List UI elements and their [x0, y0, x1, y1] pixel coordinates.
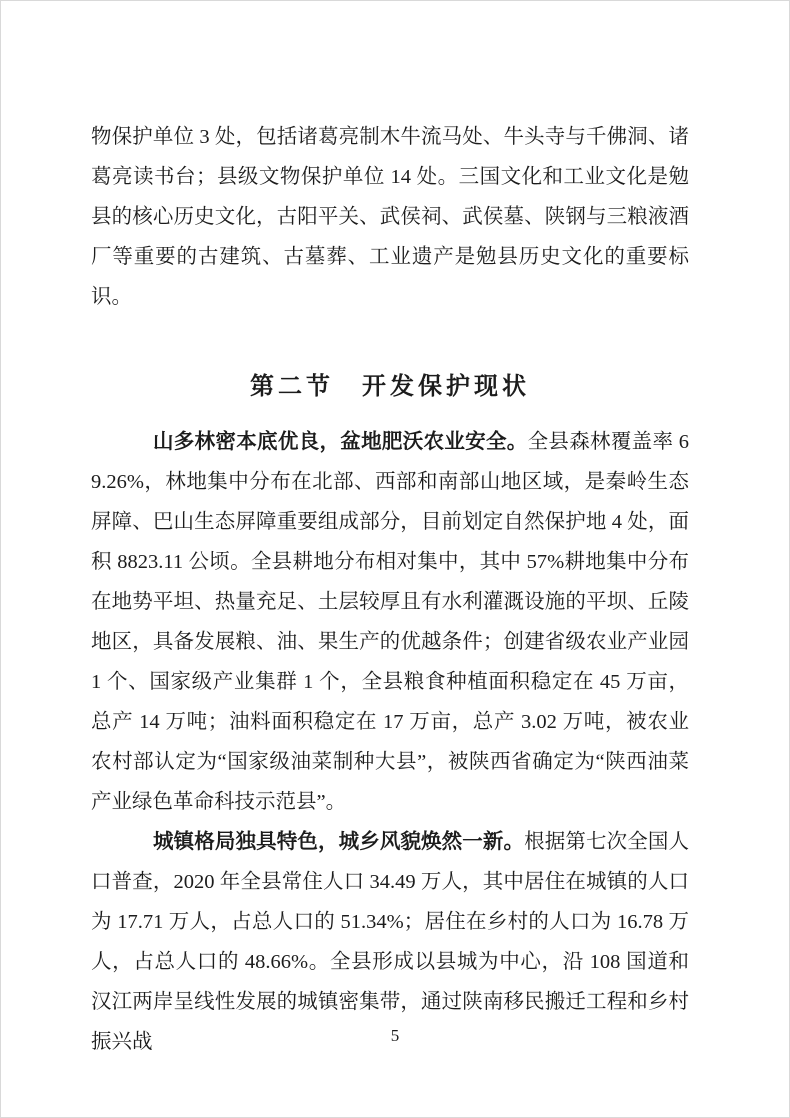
page-number: 5	[390, 1026, 400, 1045]
paragraph-bold-lead: 山多林密本底优良，盆地肥沃农业安全。	[153, 431, 528, 453]
page-content	[91, 117, 689, 1062]
paragraph-continuation	[91, 117, 689, 317]
paragraph-bold-lead: 城镇格局独具特色，城乡风貌焕然一新。	[153, 831, 525, 853]
section-heading: 第二节 开发保护现状	[250, 374, 530, 400]
paragraph-text: 根据第七次全国人口普查，2020 年全县常住人口 34.49 万人，其中居住在城镇的人口为 17.71 万人，占总人口的 51.34%；居住在乡村的人口为 16.78 万人，占总人口的 48.66%。全县形成以县城为中心，沿 108 国道和汉江两岸呈线性发展的城镇密集带，通过陕南移民搬迁工程和乡村振兴战	[91, 831, 690, 1053]
paragraph-text: 全县森林覆盖率 69.26%，林地集中分布在北部、西部和南部山地区域，是秦岭生态屏障、巴山生态屏障重要组成部分，目前划定自然保护地 4 处，面积 8823.11 公顷。全县耕地分布相对集中，其中 57%耕地集中分布在地势平坦、热量充足、土层较厚且有水利灌溉设施的平坝、丘陵地区，具备发展粮、油、果生产的优越条件；创建省级农业产业园 1 个、国家级产业集群 1 个，全县粮食种植面积稳定在 45 万亩，总产 14 万吨；油料面积稳定在 17 万亩，总产 3.02 万吨，被农业农村部认定为“国家级油菜制种大县”，被陕西省确定为“陕西油菜产业绿色革命科技示范县”。	[91, 431, 689, 813]
paragraph-urban-pattern	[91, 822, 689, 1062]
paragraph-text: 物保护单位 3 处，包括诸葛亮制木牛流马处、牛头寺与千佛洞、诸葛亮读书台；县级文物保护单位 14 处。三国文化和工业文化是勉县的核心历史文化，古阳平关、武侯祠、武侯墓、陕钢与三粮液酒厂等重要的古建筑、古墓葬、工业遗产是勉县历史文化的重要标识。	[91, 126, 689, 308]
paragraph-nature-agriculture	[91, 422, 689, 822]
